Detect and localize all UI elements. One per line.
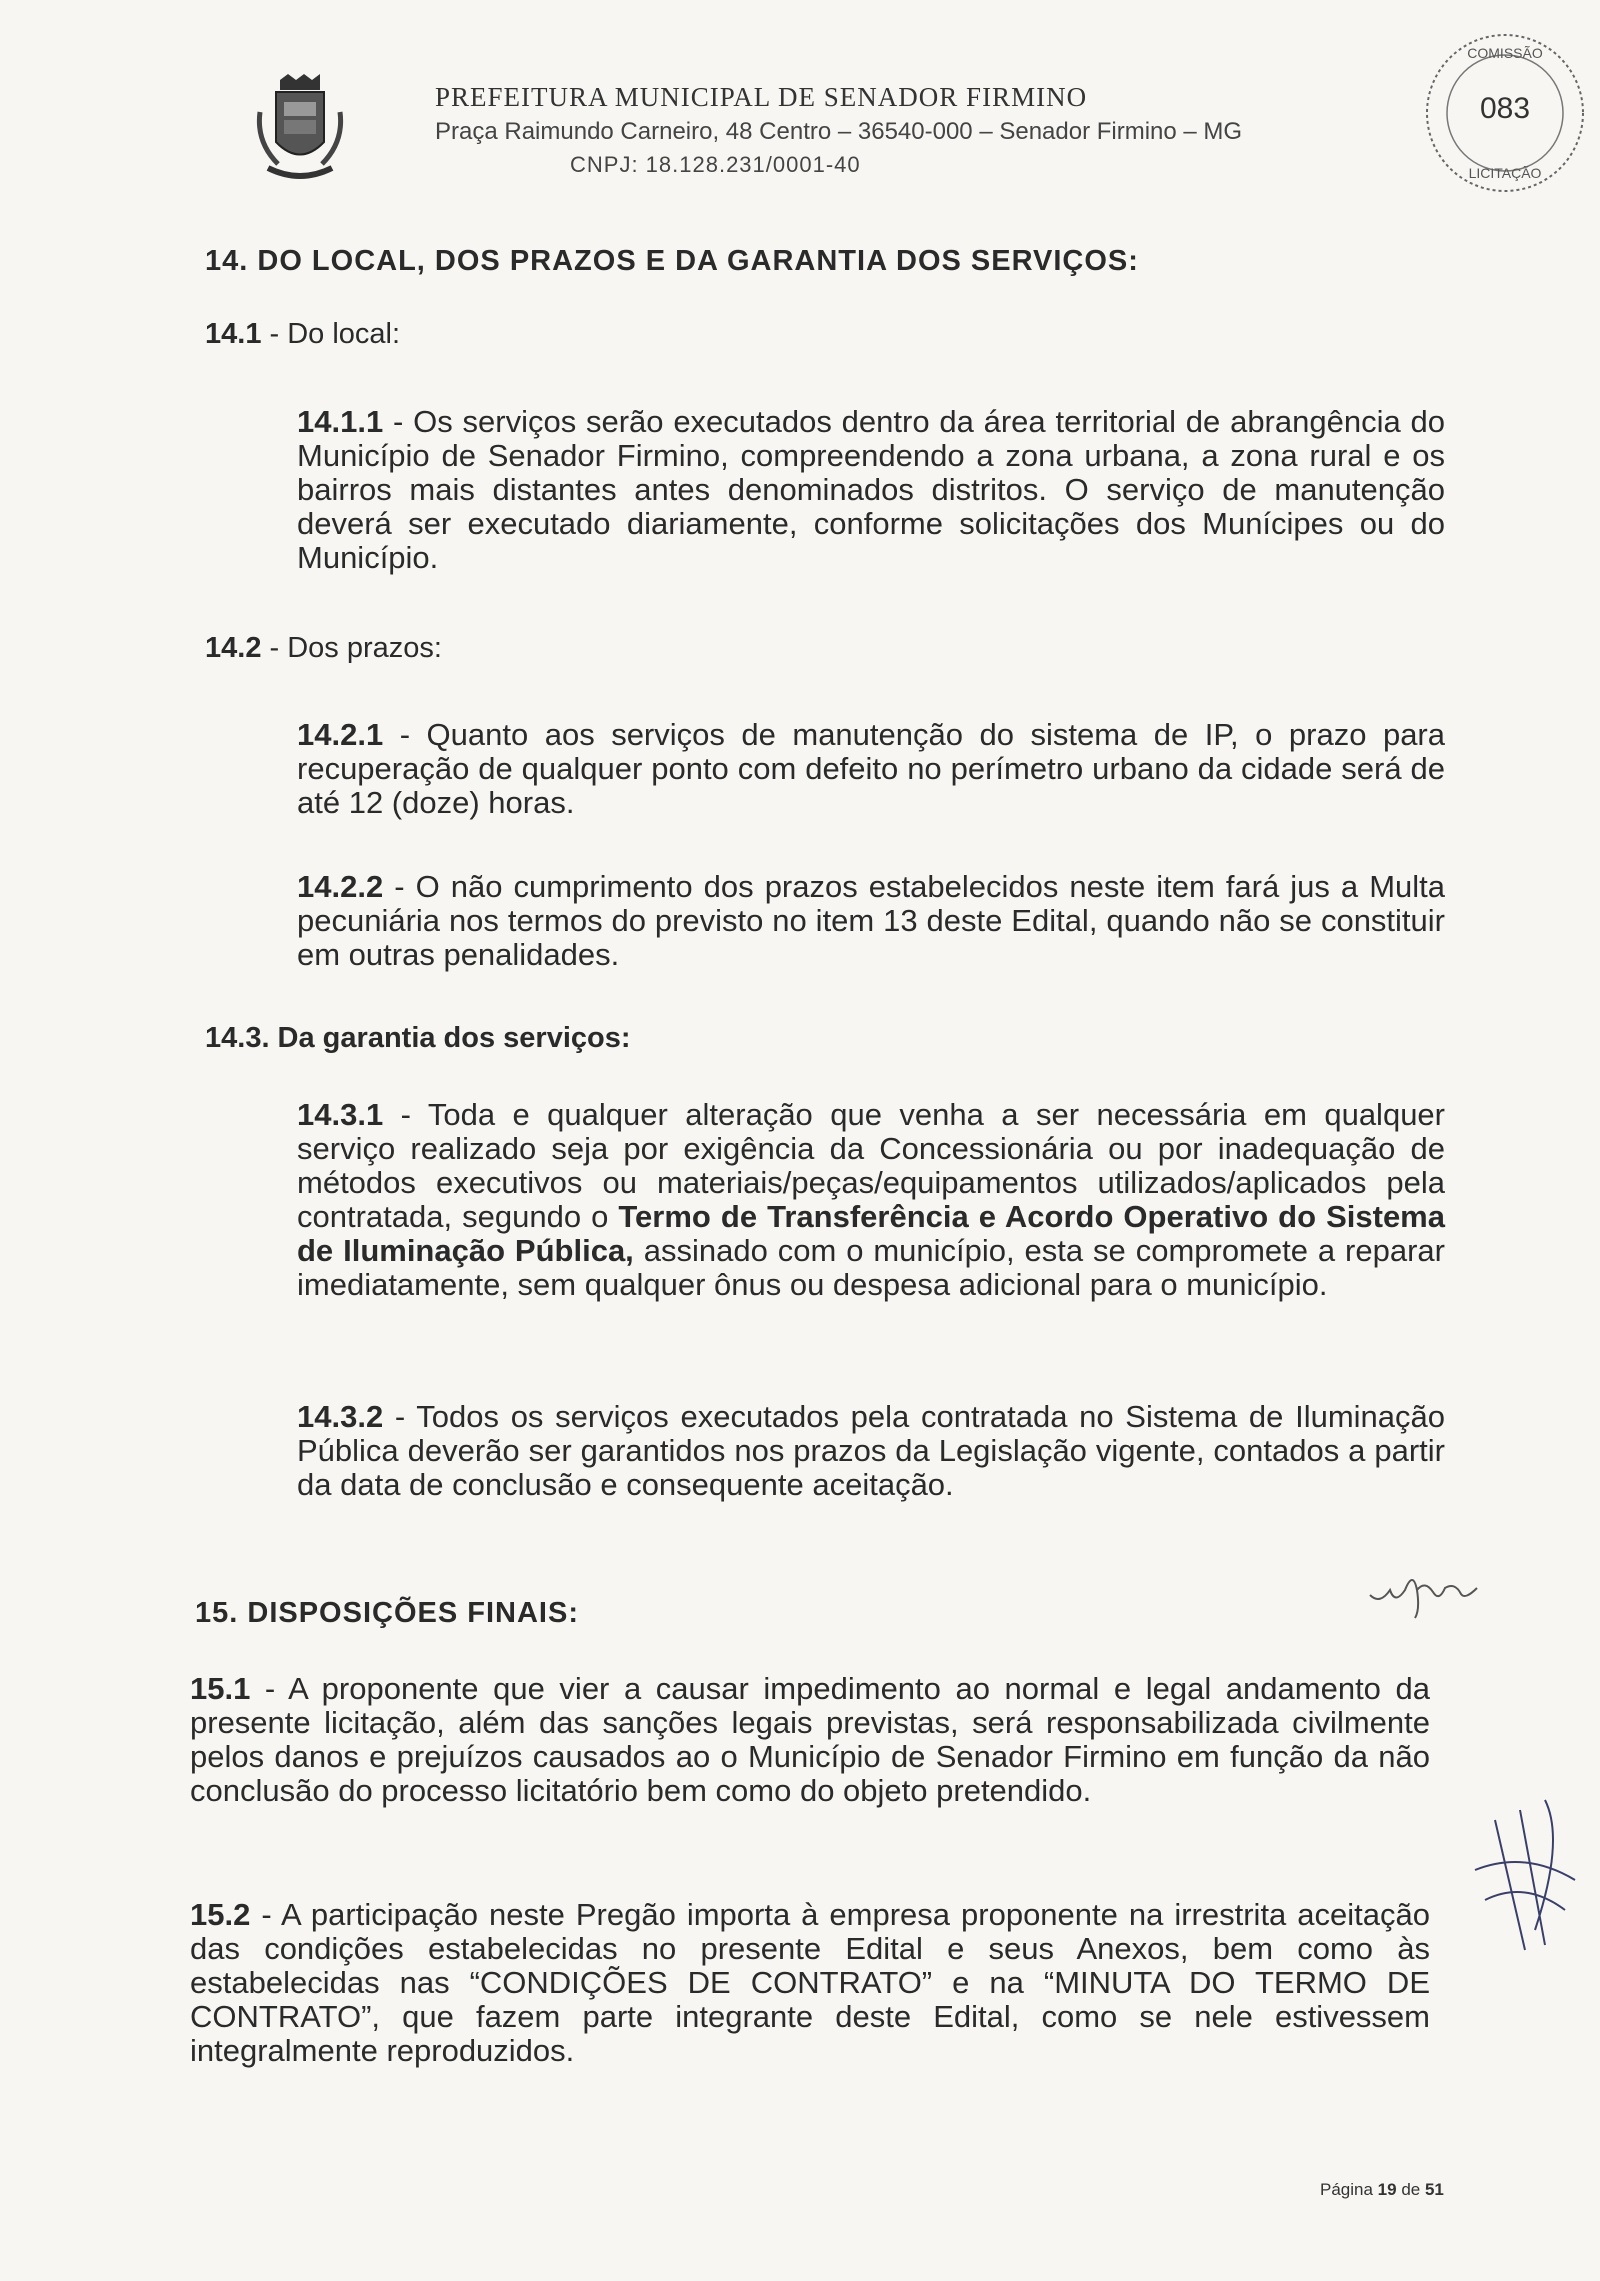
handwritten-initials [1365, 1560, 1485, 1620]
footer-prefix: Página [1320, 2180, 1378, 2199]
subsection-text: Da garantia dos serviços: [269, 1022, 631, 1054]
paragraph-15-2 [190, 1898, 1430, 2068]
handwritten-signature [1465, 1780, 1585, 1960]
page-number-footer [1320, 2180, 1444, 2200]
paragraph-number: 14.3.1 [297, 1097, 384, 1132]
subsection-label: 14.3. [205, 1022, 270, 1054]
paragraph-number: 14.1.1 [297, 404, 384, 439]
paragraph-14-1-1 [297, 405, 1445, 575]
stamp-bottom-text: LICITAÇÃO [1468, 165, 1542, 181]
municipal-crest-icon [250, 72, 350, 192]
paragraph-text-end: assinado com o município, esta se compromete a reparar imediatamente, sem qualquer ônus ou despesa adicional para o município. [297, 1233, 1445, 1302]
paragraph-text: - Os serviços serão executados dentro da área territorial de abrangência do Município de Senador Firmino, compreendendo a zona urbana, a zona rural e os bairros mais distantes antes denominados distritos. O serviço de manutenção deverá ser executado diariamente, conforme solicitações dos Munícipes ou do Município. [297, 404, 1445, 575]
paragraph-number: 15.2 [190, 1897, 251, 1932]
subsection-label: 14.2 [205, 632, 262, 664]
header-address: Praça Raimundo Carneiro, 48 Centro – 36540-000 – Senador Firmino – MG [435, 118, 1243, 145]
paragraph-bold-term: Termo de Transferência e Acordo Operativo do Sistema de Iluminação Pública, [297, 1199, 1445, 1268]
total-pages: 51 [1424, 2180, 1444, 2199]
paragraph-14-3-1 [297, 1098, 1445, 1302]
paragraph-14-2-1 [297, 718, 1445, 820]
commission-stamp [1420, 28, 1590, 198]
paragraph-number: 14.2.2 [297, 869, 384, 904]
paragraph-number: 15.1 [190, 1671, 251, 1706]
subsection-text: - Dos prazos: [261, 632, 442, 664]
subsection-14-2 [205, 632, 442, 665]
paragraph-text: - Quanto aos serviços de manutenção do sistema de IP, o prazo para recuperação de qualquer ponto com defeito no perímetro urbano da cidade será de até 12 (doze) horas. [297, 717, 1445, 820]
paragraph-14-2-2 [297, 870, 1445, 972]
paragraph-text: - A proponente que vier a causar impedimento ao normal e legal andamento da presente licitação, além das sanções legais previstas, será responsabilizada civilmente pelos danos e prejuízos causados ao o Município de Senador Firmino em função da não conclusão do processo licitatório bem como do objeto pretendido. [190, 1671, 1430, 1808]
header-title: PREFEITURA MUNICIPAL DE SENADOR FIRMINO [435, 82, 1088, 112]
paragraph-15-1 [190, 1672, 1430, 1808]
stamp-top-text: COMISSÃO [1467, 45, 1543, 61]
paragraph-text: - Todos os serviços executados pela contratada no Sistema de Iluminação Pública deverão ser garantidos nos prazos da Legislação vigente, contados a partir da data de conclusão e consequente aceitação. [297, 1399, 1445, 1502]
paragraph-text: - Toda e qualquer alteração que venha a ser necessária em qualquer serviço realizado seja por exigência da Concessionária ou por inadequação de métodos executivos ou materiais/peças/equipamentos utilizados/aplicados pela contratada, segundo o [297, 1097, 1445, 1234]
current-page: 19 [1377, 2180, 1397, 2199]
subsection-text: - Do local: [261, 318, 401, 350]
subsection-14-3 [205, 1022, 631, 1055]
header-cnpj: CNPJ: 18.128.231/0001-40 [570, 152, 861, 177]
paragraph-text: - A participação neste Pregão importa à empresa proponente na irrestrita aceitação das condições estabelecidas no presente Edital e seus Anexos, bem como às estabelecidas nas “CONDIÇÕES DE CONTRATO” e na “MINUTA DO TERMO DE CONTRATO”, que fazem parte integrante deste Edital, como se nele estivessem integralmente reproduzidos. [190, 1897, 1430, 2068]
stamp-number: 083 [1479, 92, 1531, 125]
subsection-14-1 [205, 318, 400, 351]
paragraph-text: - O não cumprimento dos prazos estabelecidos neste item fará jus a Multa pecuniária nos termos do previsto no item 13 deste Edital, quando não se constituir em outras penalidades. [297, 869, 1445, 972]
paragraph-14-3-2 [297, 1400, 1445, 1502]
section-15-title: 15. DISPOSIÇÕES FINAIS: [195, 1597, 579, 1629]
paragraph-number: 14.2.1 [297, 717, 384, 752]
footer-mid: de [1396, 2180, 1425, 2199]
section-14-title: 14. DO LOCAL, DOS PRAZOS E DA GARANTIA DOS SERVIÇOS: [205, 245, 1139, 277]
paragraph-number: 14.3.2 [297, 1399, 384, 1434]
subsection-label: 14.1 [205, 318, 262, 350]
